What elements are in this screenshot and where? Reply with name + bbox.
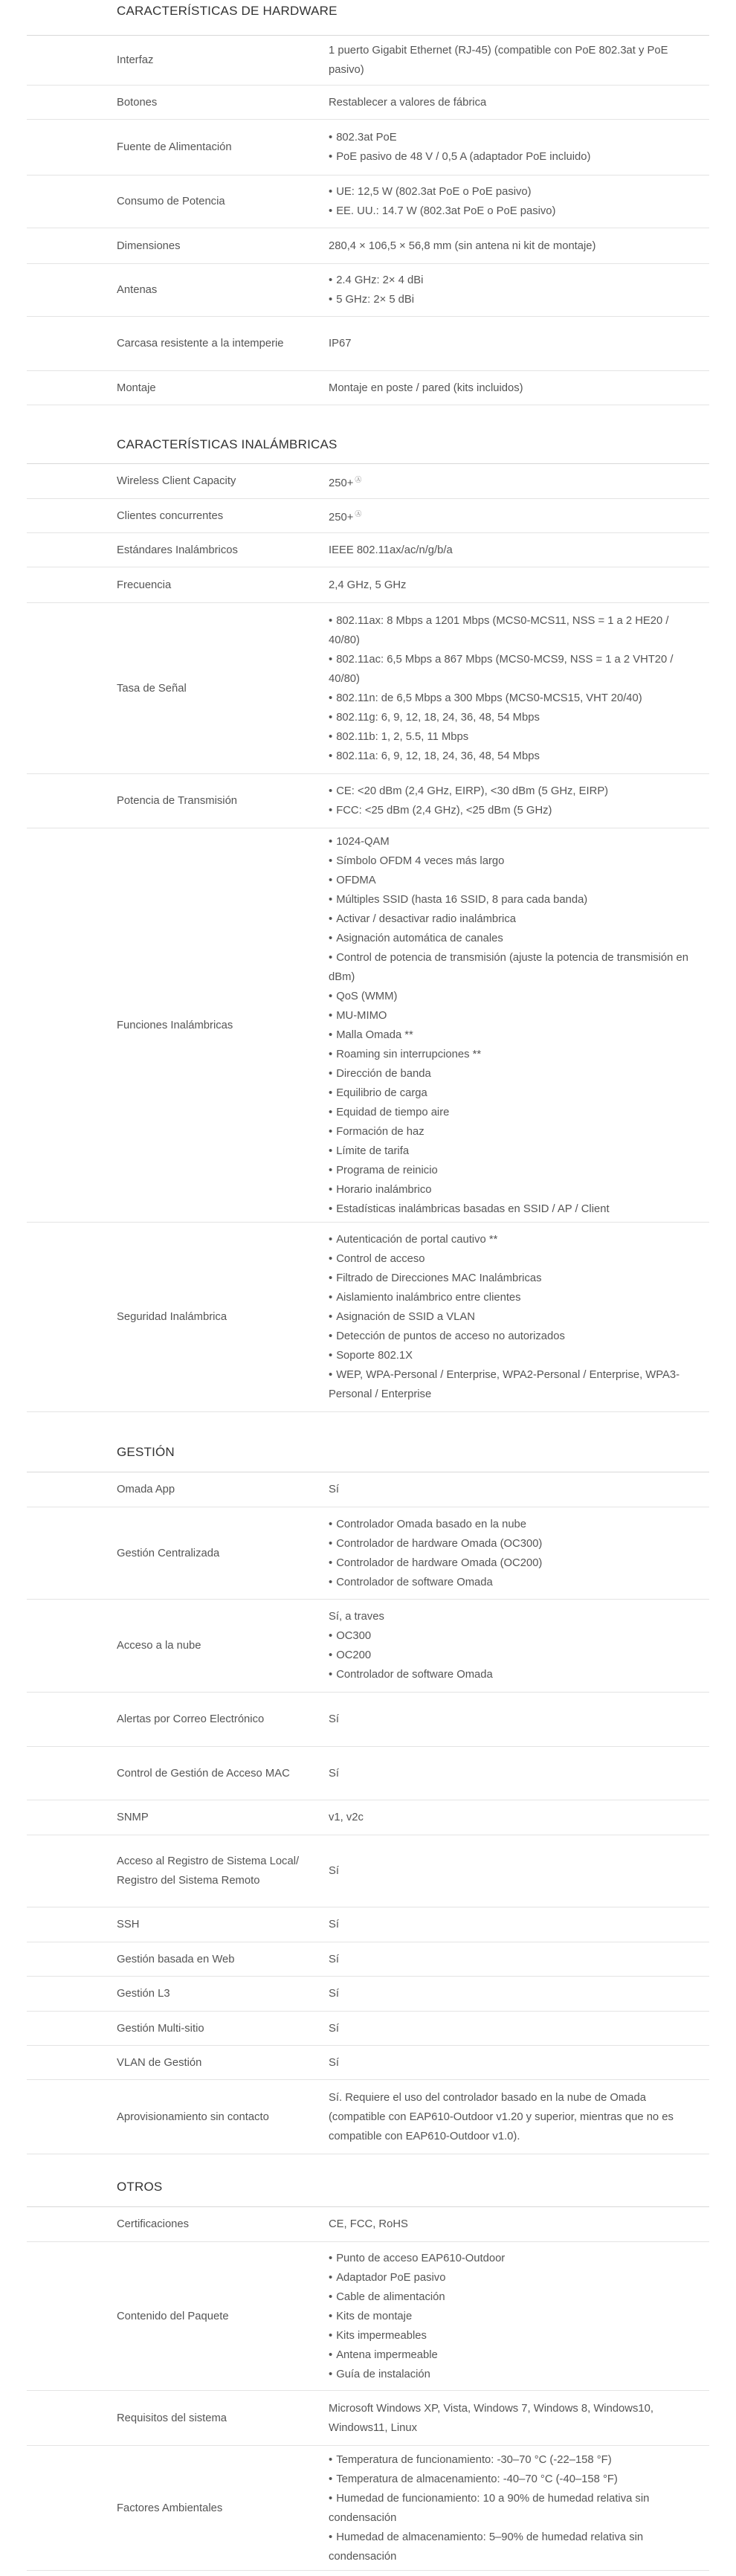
spec-list-item: • Controlador Omada basado en la nube: [329, 1515, 702, 1534]
spec-row: [27, 264, 709, 317]
spec-value: Sí: [329, 2046, 709, 2080]
spec-value: Sí. Requiere el uso del controlador basado en la nube de Omada (compatible con EAP610-Outdoor v1.20 y superior, mientras que no es compatible con EAP610-Outdoor v1.0).: [329, 2080, 709, 2154]
spec-list-item: • Aislamiento inalámbrico entre clientes: [329, 1288, 702, 1307]
spec-row: [27, 1942, 709, 1977]
spec-row: [27, 1223, 709, 1412]
spec-list-item: • FCC: <25 dBm (2,4 GHz), <25 dBm (5 GHz): [329, 801, 702, 820]
spec-list-item: • EE. UU.: 14.7 W (802.3at PoE o PoE pasivo): [329, 202, 702, 221]
spec-label: Aprovisionamiento sin contacto: [27, 2080, 329, 2154]
spec-list-item: • Cable de alimentación: [329, 2287, 702, 2307]
spec-value: [329, 120, 709, 176]
spec-value: [329, 2446, 709, 2571]
spec-value: 280,4 × 106,5 × 56,8 mm (sin antena ni kit de montaje): [329, 228, 709, 264]
spec-value-text: Sí, a traves: [329, 1611, 384, 1623]
section-title: CARACTERÍSTICAS DE HARDWARE: [117, 4, 338, 18]
spec-value: [329, 464, 709, 499]
spec-label: Certificaciones: [27, 2207, 329, 2242]
spec-row: [27, 499, 709, 533]
spec-value: [329, 774, 709, 828]
spec-list-item: • 1024-QAM: [329, 832, 702, 851]
spec-label: Acceso al Registro de Sistema Local/ Registro del Sistema Remoto: [27, 1835, 329, 1907]
spec-row: [27, 464, 709, 499]
spec-row: [27, 1693, 709, 1747]
spec-list-item: • CE: <20 dBm (2,4 GHz, EIRP), <30 dBm (5 GHz, EIRP): [329, 782, 702, 801]
spec-list-item: • Múltiples SSID (hasta 16 SSID, 8 para cada banda): [329, 890, 702, 909]
spec-label: Contenido del Paquete: [27, 2242, 329, 2391]
spec-row: [27, 603, 709, 774]
spec-row: [27, 176, 709, 228]
spec-label: Frecuencia: [27, 567, 329, 603]
spec-row: [27, 567, 709, 603]
spec-row: [27, 533, 709, 567]
spec-value: [329, 1507, 709, 1600]
spec-list-item: • Estadísticas inalámbricas basadas en SSID / AP / Client: [329, 1200, 702, 1219]
spec-label: Dimensiones: [27, 228, 329, 264]
section-others: [27, 2177, 709, 2576]
spec-value: [329, 828, 709, 1223]
spec-list-item: • 5 GHz: 2× 5 dBi: [329, 290, 702, 309]
spec-label: Gestión basada en Web: [27, 1942, 329, 1977]
spec-value: IP67: [329, 317, 709, 371]
spec-list-item: • Controlador de hardware Omada (OC300): [329, 1534, 702, 1553]
spec-value: Sí: [329, 1747, 709, 1800]
spec-value: Sí: [329, 2012, 709, 2046]
spec-list-item: • Equidad de tiempo aire: [329, 1103, 702, 1122]
spec-value: [329, 603, 709, 774]
spec-row: [27, 1472, 709, 1507]
section-title: CARACTERÍSTICAS INALÁMBRICAS: [117, 437, 338, 451]
spec-row: [27, 2012, 709, 2046]
spec-label: Carcasa resistente a la intemperie: [27, 317, 329, 371]
spec-label: Fuente de Alimentación: [27, 120, 329, 176]
spec-list-item: • Antena impermeable: [329, 2345, 702, 2365]
spec-value: Sí: [329, 1942, 709, 1977]
spec-table: [27, 2206, 709, 2571]
spec-list-item: • Kits impermeables: [329, 2326, 702, 2345]
section-hardware: [27, 0, 709, 405]
spec-row: [27, 120, 709, 176]
spec-list-item: • Humedad de almacenamiento: 5–90% de humedad relativa sin condensación: [329, 2528, 702, 2566]
spec-label: Gestión Multi-sitio: [27, 2012, 329, 2046]
section-wireless: [27, 435, 709, 1413]
spec-value: [329, 1223, 709, 1412]
spec-list-item: • Filtrado de Direcciones MAC Inalámbricas: [329, 1269, 702, 1288]
spec-list-item: • Horario inalámbrico: [329, 1180, 702, 1200]
spec-list-item: • Punto de acceso EAP610-Outdoor: [329, 2249, 702, 2268]
spec-list-item: • Soporte 802.1X: [329, 1346, 702, 1365]
spec-list-item: • Dirección de banda: [329, 1064, 702, 1083]
spec-list-item: • Símbolo OFDM 4 veces más largo: [329, 851, 702, 871]
spec-value: v1, v2c: [329, 1800, 709, 1835]
section-title: OTROS: [117, 2180, 163, 2194]
footnote-icon: Ⓐ: [355, 510, 362, 518]
spec-value: Sí: [329, 1693, 709, 1747]
spec-label: Estándares Inalámbricos: [27, 533, 329, 567]
spec-row: [27, 1835, 709, 1907]
spec-list-item: • Controlador de software Omada: [329, 1573, 702, 1592]
spec-value: 2,4 GHz, 5 GHz: [329, 567, 709, 603]
spec-row: [27, 2391, 709, 2446]
footnote-icon: Ⓐ: [355, 475, 362, 483]
spec-list-item: • WEP, WPA-Personal / Enterprise, WPA2-Personal / Enterprise, WPA3-Personal / Enterprise: [329, 1365, 702, 1404]
spec-label: Control de Gestión de Acceso MAC: [27, 1747, 329, 1800]
spec-list-item: • Asignación de SSID a VLAN: [329, 1307, 702, 1327]
spec-list-item: • OFDMA: [329, 871, 702, 890]
spec-label: Botones: [27, 86, 329, 120]
spec-table: [27, 35, 709, 405]
spec-row: [27, 2207, 709, 2242]
spec-label: Wireless Client Capacity: [27, 464, 329, 499]
spec-value: Sí: [329, 1907, 709, 1942]
spec-label: Omada App: [27, 1472, 329, 1507]
spec-row: [27, 2242, 709, 2391]
spec-list-item: • Malla Omada **: [329, 1025, 702, 1045]
spec-label: VLAN de Gestión: [27, 2046, 329, 2080]
spec-value: [329, 499, 709, 533]
spec-label: Clientes concurrentes: [27, 499, 329, 533]
spec-list-item: • Temperatura de almacenamiento: -40–70 °C (-40–158 °F): [329, 2470, 702, 2489]
spec-label: Acceso a la nube: [27, 1600, 329, 1693]
spec-row: [27, 36, 709, 86]
spec-list-item: • 802.3at PoE: [329, 128, 702, 147]
spec-value-text: 250+: [329, 511, 354, 524]
spec-list-item: • 802.11g: 6, 9, 12, 18, 24, 36, 48, 54 Mbps: [329, 708, 702, 727]
spec-label: Requisitos del sistema: [27, 2391, 329, 2446]
spec-row: [27, 2080, 709, 2154]
spec-value: Sí: [329, 1472, 709, 1507]
spec-label: Factores Ambientales: [27, 2446, 329, 2571]
spec-list-item: • Kits de montaje: [329, 2307, 702, 2326]
spec-list-item: • 802.11a: 6, 9, 12, 18, 24, 36, 48, 54 Mbps: [329, 747, 702, 766]
spec-label: SNMP: [27, 1800, 329, 1835]
spec-list-item: • QoS (WMM): [329, 987, 702, 1006]
spec-list-item: • Equilibrio de carga: [329, 1083, 702, 1103]
spec-list-item: • 2.4 GHz: 2× 4 dBi: [329, 271, 702, 290]
spec-list-item: • Temperatura de funcionamiento: -30–70 °C (-22–158 °F): [329, 2450, 702, 2470]
spec-label: Alertas por Correo Electrónico: [27, 1693, 329, 1747]
spec-list-item: • 802.11ac: 6,5 Mbps a 867 Mbps (MCS0-MCS9, NSS = 1 a 2 VHT20 / 40/80): [329, 650, 702, 689]
spec-label: SSH: [27, 1907, 329, 1942]
spec-list-item: • PoE pasivo de 48 V / 0,5 A (adaptador PoE incluido): [329, 147, 702, 167]
spec-value: [329, 2242, 709, 2391]
spec-label: Gestión Centralizada: [27, 1507, 329, 1600]
spec-list-item: • Controlador de software Omada: [329, 1665, 702, 1684]
spec-value: 1 puerto Gigabit Ethernet (RJ-45) (compatible con PoE 802.3at y PoE pasivo): [329, 36, 709, 86]
spec-row: [27, 1600, 709, 1693]
spec-label: Gestión L3: [27, 1977, 329, 2012]
spec-list-item: • Control de potencia de transmisión (ajuste la potencia de transmisión en dBm): [329, 948, 702, 987]
spec-label: Tasa de Señal: [27, 603, 329, 774]
spec-list-item: • OC300: [329, 1626, 702, 1646]
spec-label: Funciones Inalámbricas: [27, 828, 329, 1223]
spec-value: Sí: [329, 1835, 709, 1907]
spec-list-item: • Humedad de funcionamiento: 10 a 90% de humedad relativa sin condensación: [329, 2489, 702, 2528]
spec-list-item: • 802.11ax: 8 Mbps a 1201 Mbps (MCS0-MCS11, NSS = 1 a 2 HE20 / 40/80): [329, 611, 702, 650]
spec-list-item: • 802.11b: 1, 2, 5.5, 11 Mbps: [329, 727, 702, 747]
spec-row: [27, 1800, 709, 1835]
spec-list-item: • Formación de haz: [329, 1122, 702, 1142]
spec-value: CE, FCC, RoHS: [329, 2207, 709, 2242]
spec-value-text: 250+: [329, 477, 354, 489]
spec-list-item: • Controlador de hardware Omada (OC200): [329, 1553, 702, 1573]
spec-row: [27, 1907, 709, 1942]
spec-value: Microsoft Windows XP, Vista, Windows 7, Windows 8, Windows10, Windows11, Linux: [329, 2391, 709, 2446]
section-title: GESTIÓN: [117, 1445, 175, 1459]
spec-list-item: • UE: 12,5 W (802.3at PoE o PoE pasivo): [329, 182, 702, 202]
spec-list-item: • Guía de instalación: [329, 2365, 702, 2384]
spec-row: [27, 774, 709, 828]
spec-list-item: • MU-MIMO: [329, 1006, 702, 1025]
spec-value: Sí: [329, 1977, 709, 2012]
spec-value: [329, 264, 709, 317]
spec-table: [27, 1472, 709, 2154]
spec-label: Interfaz: [27, 36, 329, 86]
spec-row: [27, 828, 709, 1223]
spec-list-item: • Detección de puntos de acceso no autorizados: [329, 1327, 702, 1346]
spec-value: [329, 1600, 709, 1693]
spec-list-item: • Roaming sin interrupciones **: [329, 1045, 702, 1064]
spec-row: [27, 2446, 709, 2571]
spec-label: Antenas: [27, 264, 329, 317]
spec-value: Restablecer a valores de fábrica: [329, 86, 709, 120]
spec-label: Consumo de Potencia: [27, 176, 329, 228]
spec-value: [329, 176, 709, 228]
spec-label: Montaje: [27, 371, 329, 405]
spec-list-item: • Autenticación de portal cautivo **: [329, 1230, 702, 1249]
spec-row: [27, 2046, 709, 2080]
spec-label: Potencia de Transmisión: [27, 774, 329, 828]
spec-row: [27, 86, 709, 120]
spec-value: Montaje en poste / pared (kits incluidos): [329, 371, 709, 405]
spec-row: [27, 317, 709, 371]
spec-list-item: • Límite de tarifa: [329, 1142, 702, 1161]
spec-row: [27, 371, 709, 405]
spec-row: [27, 1747, 709, 1800]
spec-value: IEEE 802.11ax/ac/n/g/b/a: [329, 533, 709, 567]
spec-row: [27, 1977, 709, 2012]
section-management: [27, 1443, 709, 2157]
spec-list-item: • Asignación automática de canales: [329, 929, 702, 948]
spec-list-item: • 802.11n: de 6,5 Mbps a 300 Mbps (MCS0-MCS15, VHT 20/40): [329, 689, 702, 708]
spec-list-item: • Activar / desactivar radio inalámbrica: [329, 909, 702, 929]
spec-label: Seguridad Inalámbrica: [27, 1223, 329, 1412]
spec-table: [27, 463, 709, 1412]
spec-row: [27, 228, 709, 264]
spec-list-item: • Programa de reinicio: [329, 1161, 702, 1180]
spec-list-item: • OC200: [329, 1646, 702, 1665]
spec-row: [27, 1507, 709, 1600]
spec-list-item: • Adaptador PoE pasivo: [329, 2268, 702, 2287]
spec-list-item: • Control de acceso: [329, 1249, 702, 1269]
